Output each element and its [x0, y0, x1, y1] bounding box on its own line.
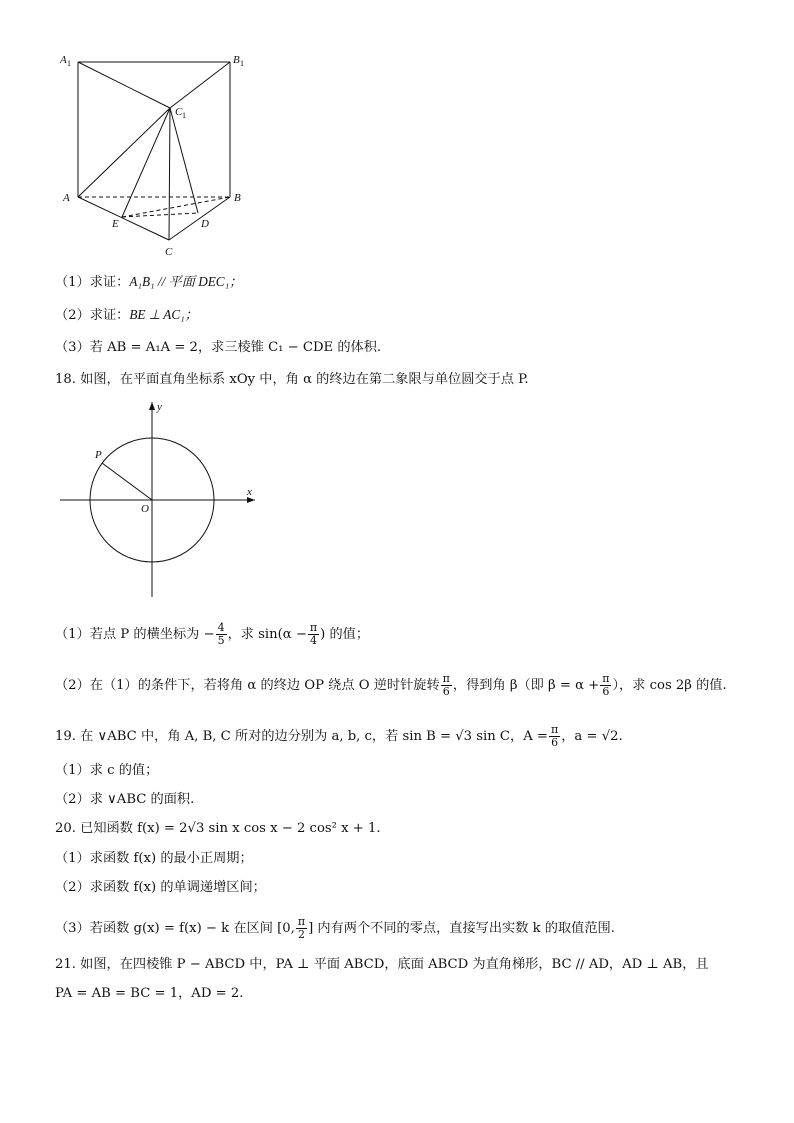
label-b: B — [234, 192, 241, 204]
q18-p1-mid: ，求 sin(α − — [227, 627, 307, 642]
unit-circle-figure — [55, 397, 265, 602]
q17-p1-math: A₁B₁ // 平面 DEC₁； — [129, 274, 243, 289]
q19-part2: （2）求 ∨ABC 的面积. — [55, 792, 195, 807]
prism-figure — [55, 50, 255, 265]
q20-stem: 20. 已知函数 f(x) = 2√3 sin x cos x − 2 cos² x + 1. — [55, 821, 381, 836]
q19-part1: （1）求 c 的值； — [55, 763, 159, 778]
q17-p1-text: 求证： — [89, 275, 130, 290]
q18-part2 — [55, 673, 727, 698]
q18-p1-post: ) 的值； — [320, 627, 370, 642]
q18-p1-pre: （1）若点 P 的横坐标为 − — [55, 627, 215, 642]
q19-stem — [55, 724, 623, 749]
q17-p2-math: BE ⊥ AC₁； — [129, 307, 198, 322]
q17-part3 — [55, 339, 381, 357]
q20-fraction: $\frac{\pi}{2}$ — [297, 915, 306, 941]
axis-y-label: y — [157, 401, 162, 413]
point-p-label: P — [95, 449, 102, 461]
axis-x-label: x — [247, 486, 252, 498]
q18-p2-mid: ，得到角 β（即 β = α + — [452, 678, 600, 693]
q21-line1: 21. 如图，在四棱锥 P − ABCD 中，PA ⊥ 平面 ABCD，底面 ABCD 为直角梯形，BC // AD，AD ⊥ AB，且 — [55, 957, 709, 972]
label-b1-sub: 1 — [240, 59, 244, 68]
q17-p3-text: 若 AB = A₁A = 2，求三棱锥 C₁ − CDE 的体积. — [89, 340, 382, 355]
label-c1: C — [175, 106, 183, 118]
q18-part1 — [55, 622, 369, 647]
q20-p3-pre: （3）若函数 g(x) = f(x) − k 在区间 [0, — [55, 921, 295, 936]
q20-part1: （1）求函数 f(x) 的最小正周期； — [55, 851, 253, 866]
q17-part2 — [55, 306, 198, 325]
q17-p2-number: （2） — [55, 308, 90, 323]
q19-stem-post: ，a = √2. — [561, 729, 623, 744]
q18-p1-fraction2: $\frac{\pi}{4}$ — [309, 621, 318, 647]
q20-part3 — [55, 916, 615, 941]
q17-p1-number: （1） — [55, 275, 90, 290]
label-e: E — [112, 218, 119, 230]
q20-p3-post: ] 内有两个不同的零点，直接写出实数 k 的取值范围. — [308, 921, 615, 936]
origin-label: O — [141, 503, 149, 515]
q20-part2: （2）求函数 f(x) 的单调递增区间； — [55, 880, 266, 895]
q18-stem: 18. 如图，在平面直角坐标系 xOy 中，角 α 的终边在第二象限与单位圆交于点 P. — [55, 372, 529, 387]
label-c1-sub: 1 — [182, 111, 186, 120]
q18-p1-fraction: $\frac{4}{5}$ — [217, 621, 225, 647]
q18-p2-pre: （2）在（1）的条件下，若将角 α 的终边 OP 绕点 O 逆时针旋转 — [55, 678, 440, 693]
q18-p2-post: ），求 cos 2β 的值. — [612, 678, 727, 693]
label-b1: B — [233, 54, 240, 66]
label-a: A — [63, 192, 70, 204]
q19-stem-pre: 19. 在 ∨ABC 中，角 A, B, C 所对的边分别为 a, b, c，若 sin B = √3 sin C，A = — [55, 729, 548, 744]
label-c: C — [165, 246, 173, 258]
q17-p3-number: （3） — [55, 340, 90, 355]
label-a1-sub: 1 — [67, 59, 71, 68]
q19-fraction: $\frac{\pi}{6}$ — [550, 723, 559, 749]
q17-p2-text: 求证： — [89, 308, 130, 323]
q18-p2-fraction2: $\frac{\pi}{6}$ — [602, 672, 610, 698]
label-d: D — [201, 218, 209, 230]
label-a1: A — [60, 54, 67, 66]
q18-p2-fraction: $\frac{\pi}{6}$ — [442, 672, 450, 698]
q17-part1 — [55, 273, 242, 292]
q21-line2: PA = AB = BC = 1，AD = 2. — [55, 986, 244, 1001]
